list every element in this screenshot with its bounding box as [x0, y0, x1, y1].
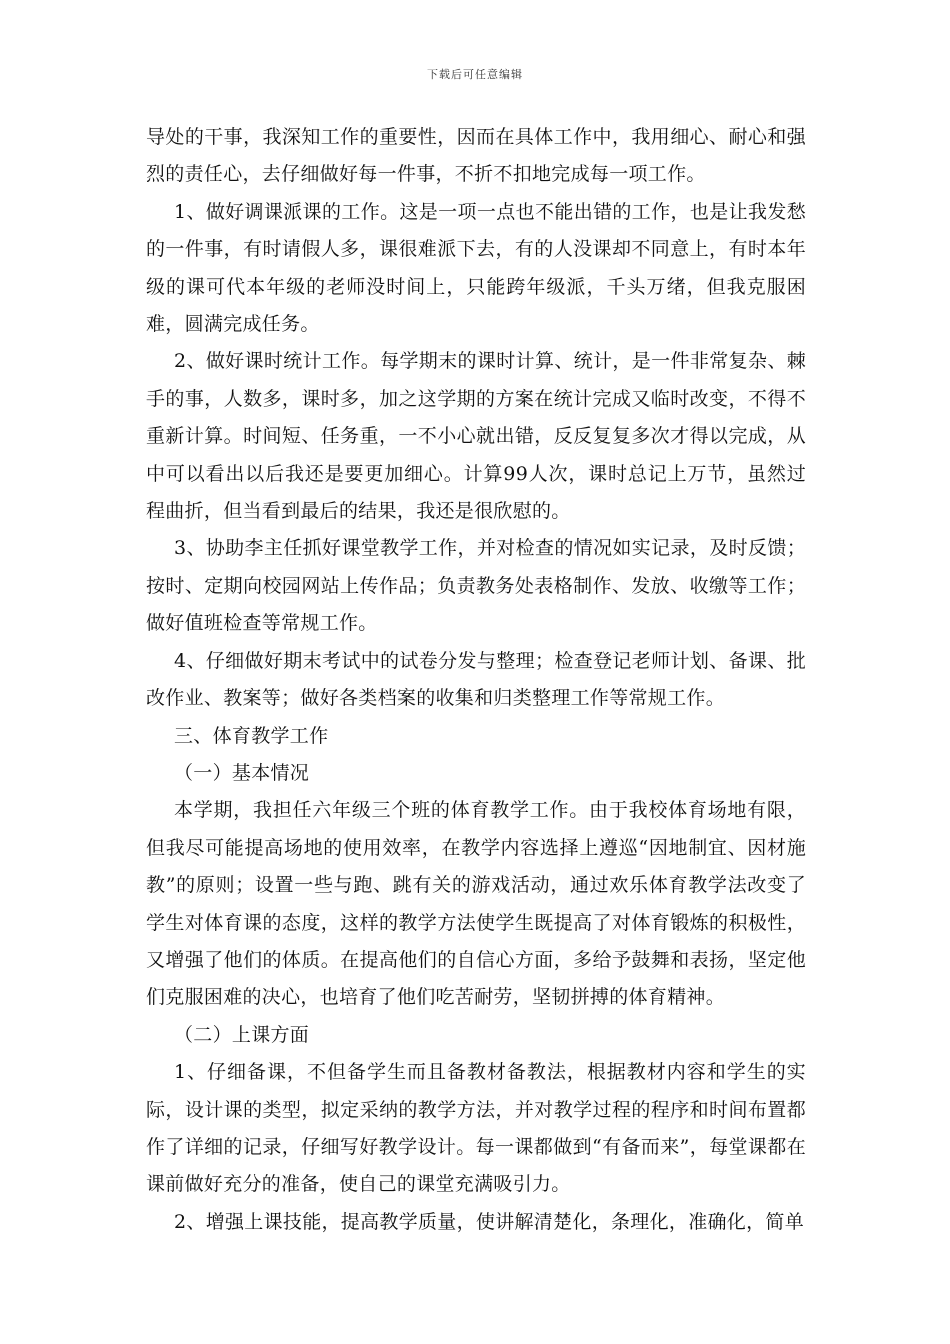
paragraph-class-item-1: 1、仔细备课，不但备学生而且备教材备教法，根据教材内容和学生的实际，设计课的类型，拟定采纳的教学方法，并对教学过程的程序和时间布置都作了详细的记录，仔细写好教学设计。每一课都做到“有备而来”，每堂课都在课前做好充分的准备，使自己的课堂充满吸引力。 [146, 1061, 806, 1196]
paragraph-class-item-2: 2、增强上课技能，提高教学质量，使讲解清楚化，条理化，准确化，简单 [174, 1210, 804, 1233]
paragraph-basic-situation: 本学期，我担任六年级三个班的体育教学工作。由于我校体育场地有限，但我尽可能提高场地的使用效率，在教学内容选择上遵巡“因地制宜、因材施教”的原则；设置一些与跑、跳有关的游戏活动，通过欢乐体育教学法改变了学生对体育课的态度，这样的教学方法使学生既提高了对体育锻炼的积极性，又增强了他们的体质。在提高他们的自信心方面，多给予鼓舞和表扬，坚定他们克服困难的决心，也培育了他们吃苦耐劳，坚韧拼搏的体育精神。 [146, 799, 806, 1009]
subsection-heading-basic: （一）基本情况 [174, 761, 310, 784]
paragraph-item-2: 2、做好课时统计工作。每学期末的课时计算、统计，是一件非常复杂、棘手的事，人数多，课时多，加之这学期的方案在统计完成又临时改变，不得不重新计算。时间短、任务重，一不小心就出错，反反复复多次才得以完成，从中可以看出以后我还是要更加细心。计算99人次，课时总记上万节，虽然过程曲折，但当看到最后的结果，我还是很欣慰的。 [146, 350, 806, 523]
paragraph-item-3: 3、协助李主任抓好课堂教学工作，并对检查的情况如实记录，及时反馈；按时、定期向校园网站上传作品；负责教务处表格制作、发放、收缴等工作；做好值班检查等常规工作。 [146, 537, 806, 635]
subsection-heading-class: （二）上课方面 [174, 1023, 310, 1046]
page-header-note: 下载后可任意编辑 [427, 68, 523, 81]
section-heading-pe: 三、体育教学工作 [174, 724, 329, 747]
paragraph-item-1: 1、做好调课派课的工作。这是一项一点也不能出错的工作，也是让我发愁的一件事，有时请假人多，课很难派下去，有的人没课却不同意上，有时本年级的课可代本年级的老师没时间上，只能跨年级派，千头万绪，但我克服困难，圆满完成任务。 [146, 200, 806, 336]
paragraph-intro: 导处的干事，我深知工作的重要性，因而在具体工作中，我用细心、耐心和强烈的责任心，去仔细做好每一件事，不折不扣地完成每一项工作。 [146, 126, 806, 186]
paragraph-item-4: 4、仔细做好期末考试中的试卷分发与整理；检查登记老师计划、备课、批改作业、教案等；做好各类档案的收集和归类整理工作等常规工作。 [146, 649, 806, 710]
document-body [146, 119, 806, 1241]
